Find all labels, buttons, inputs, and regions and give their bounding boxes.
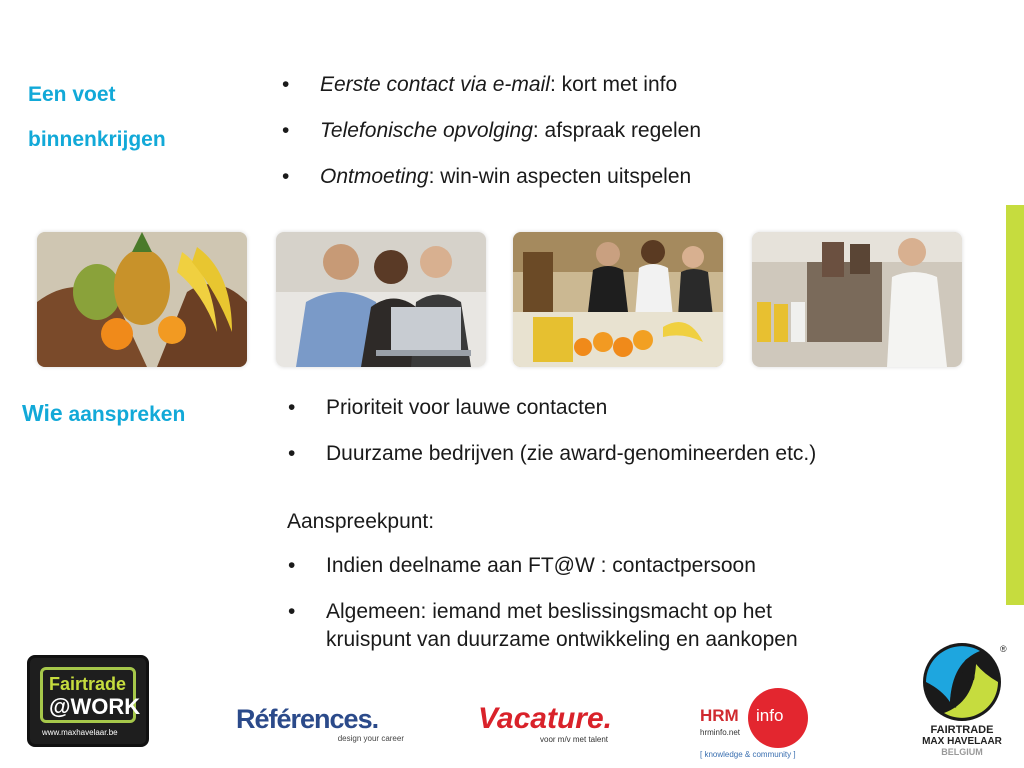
logo-name: HRM [700, 706, 739, 725]
item-line-1: Algemeen: iemand met beslissingsmacht op het [326, 600, 772, 623]
contact-label: Aanspreekpunt: [287, 510, 435, 533]
logo-text-line-2: @WORK [49, 694, 141, 719]
logo-text-line-3: BELGIUM [941, 747, 983, 757]
logo-text-line-1: FAIRTRADE [930, 724, 994, 736]
laptop-meeting-photo [276, 232, 486, 367]
heading-een-voet [28, 72, 248, 162]
logo-info: info [756, 706, 784, 725]
coffee-machine-photo [752, 232, 962, 367]
heading-wie-aanspreken [22, 400, 185, 427]
step-desc: : kort met info [549, 73, 678, 96]
step-title: Telefonische opvolging [320, 119, 533, 142]
registered-mark: ® [1000, 644, 1007, 654]
step-title: Eerste contact via e-mail [320, 73, 550, 96]
side-accent-bar [1006, 205, 1024, 605]
list-item: • Duurzame bedrijven (zie award-genomineerden etc.) [288, 440, 816, 486]
fruit-display-photo [513, 232, 723, 367]
logo-tagline: [ knowledge & community ] [700, 750, 796, 759]
list-item [288, 552, 798, 580]
logo-text-line-1: Fairtrade [49, 674, 127, 694]
logo-frame [40, 667, 141, 723]
heading-word-2: aanspreken [68, 403, 186, 426]
step-desc: : win-win aspecten uitspelen [428, 165, 692, 188]
fruit-photo [37, 232, 247, 367]
contact-point-list [288, 552, 798, 672]
step-title: Ontmoeting [320, 165, 429, 188]
heading-word-1: Wie [22, 400, 63, 426]
list-item [282, 116, 701, 162]
fairtrade-mark-icon [922, 642, 1002, 722]
logo-domain: hrminfo.net [700, 728, 741, 737]
target-list [288, 394, 816, 486]
item-line-1: Indien deelname aan FT@W : contactpersoon [326, 554, 756, 577]
fairtrade-max-havelaar-logo [916, 642, 1008, 758]
list-item [288, 598, 798, 654]
vacature-logo [478, 702, 644, 746]
logo-url: www.maxhavelaar.be [42, 728, 118, 737]
logo-tagline: voor m/v met talent [540, 735, 609, 744]
contact-steps-list [282, 70, 701, 208]
hrm-info-logo [698, 688, 818, 763]
list-item [282, 162, 701, 208]
logo-tagline: design your career [337, 734, 404, 743]
item-line-2: kruispunt van duurzame ontwikkeling en aankopen [326, 628, 798, 651]
logo-name: Références. [236, 704, 379, 734]
heading-line-2: binnenkrijgen [28, 128, 166, 151]
heading-line-1: Een voet [28, 83, 116, 106]
logo-text-line-2: MAX HAVELAAR [922, 736, 1002, 747]
step-desc: : afspraak regelen [532, 119, 701, 142]
list-item: • Prioriteit voor lauwe contacten [288, 394, 816, 440]
fairtrade-work-logo [27, 655, 149, 747]
list-item [282, 70, 701, 116]
logo-name: Vacature. [478, 702, 612, 735]
references-logo [236, 704, 408, 742]
